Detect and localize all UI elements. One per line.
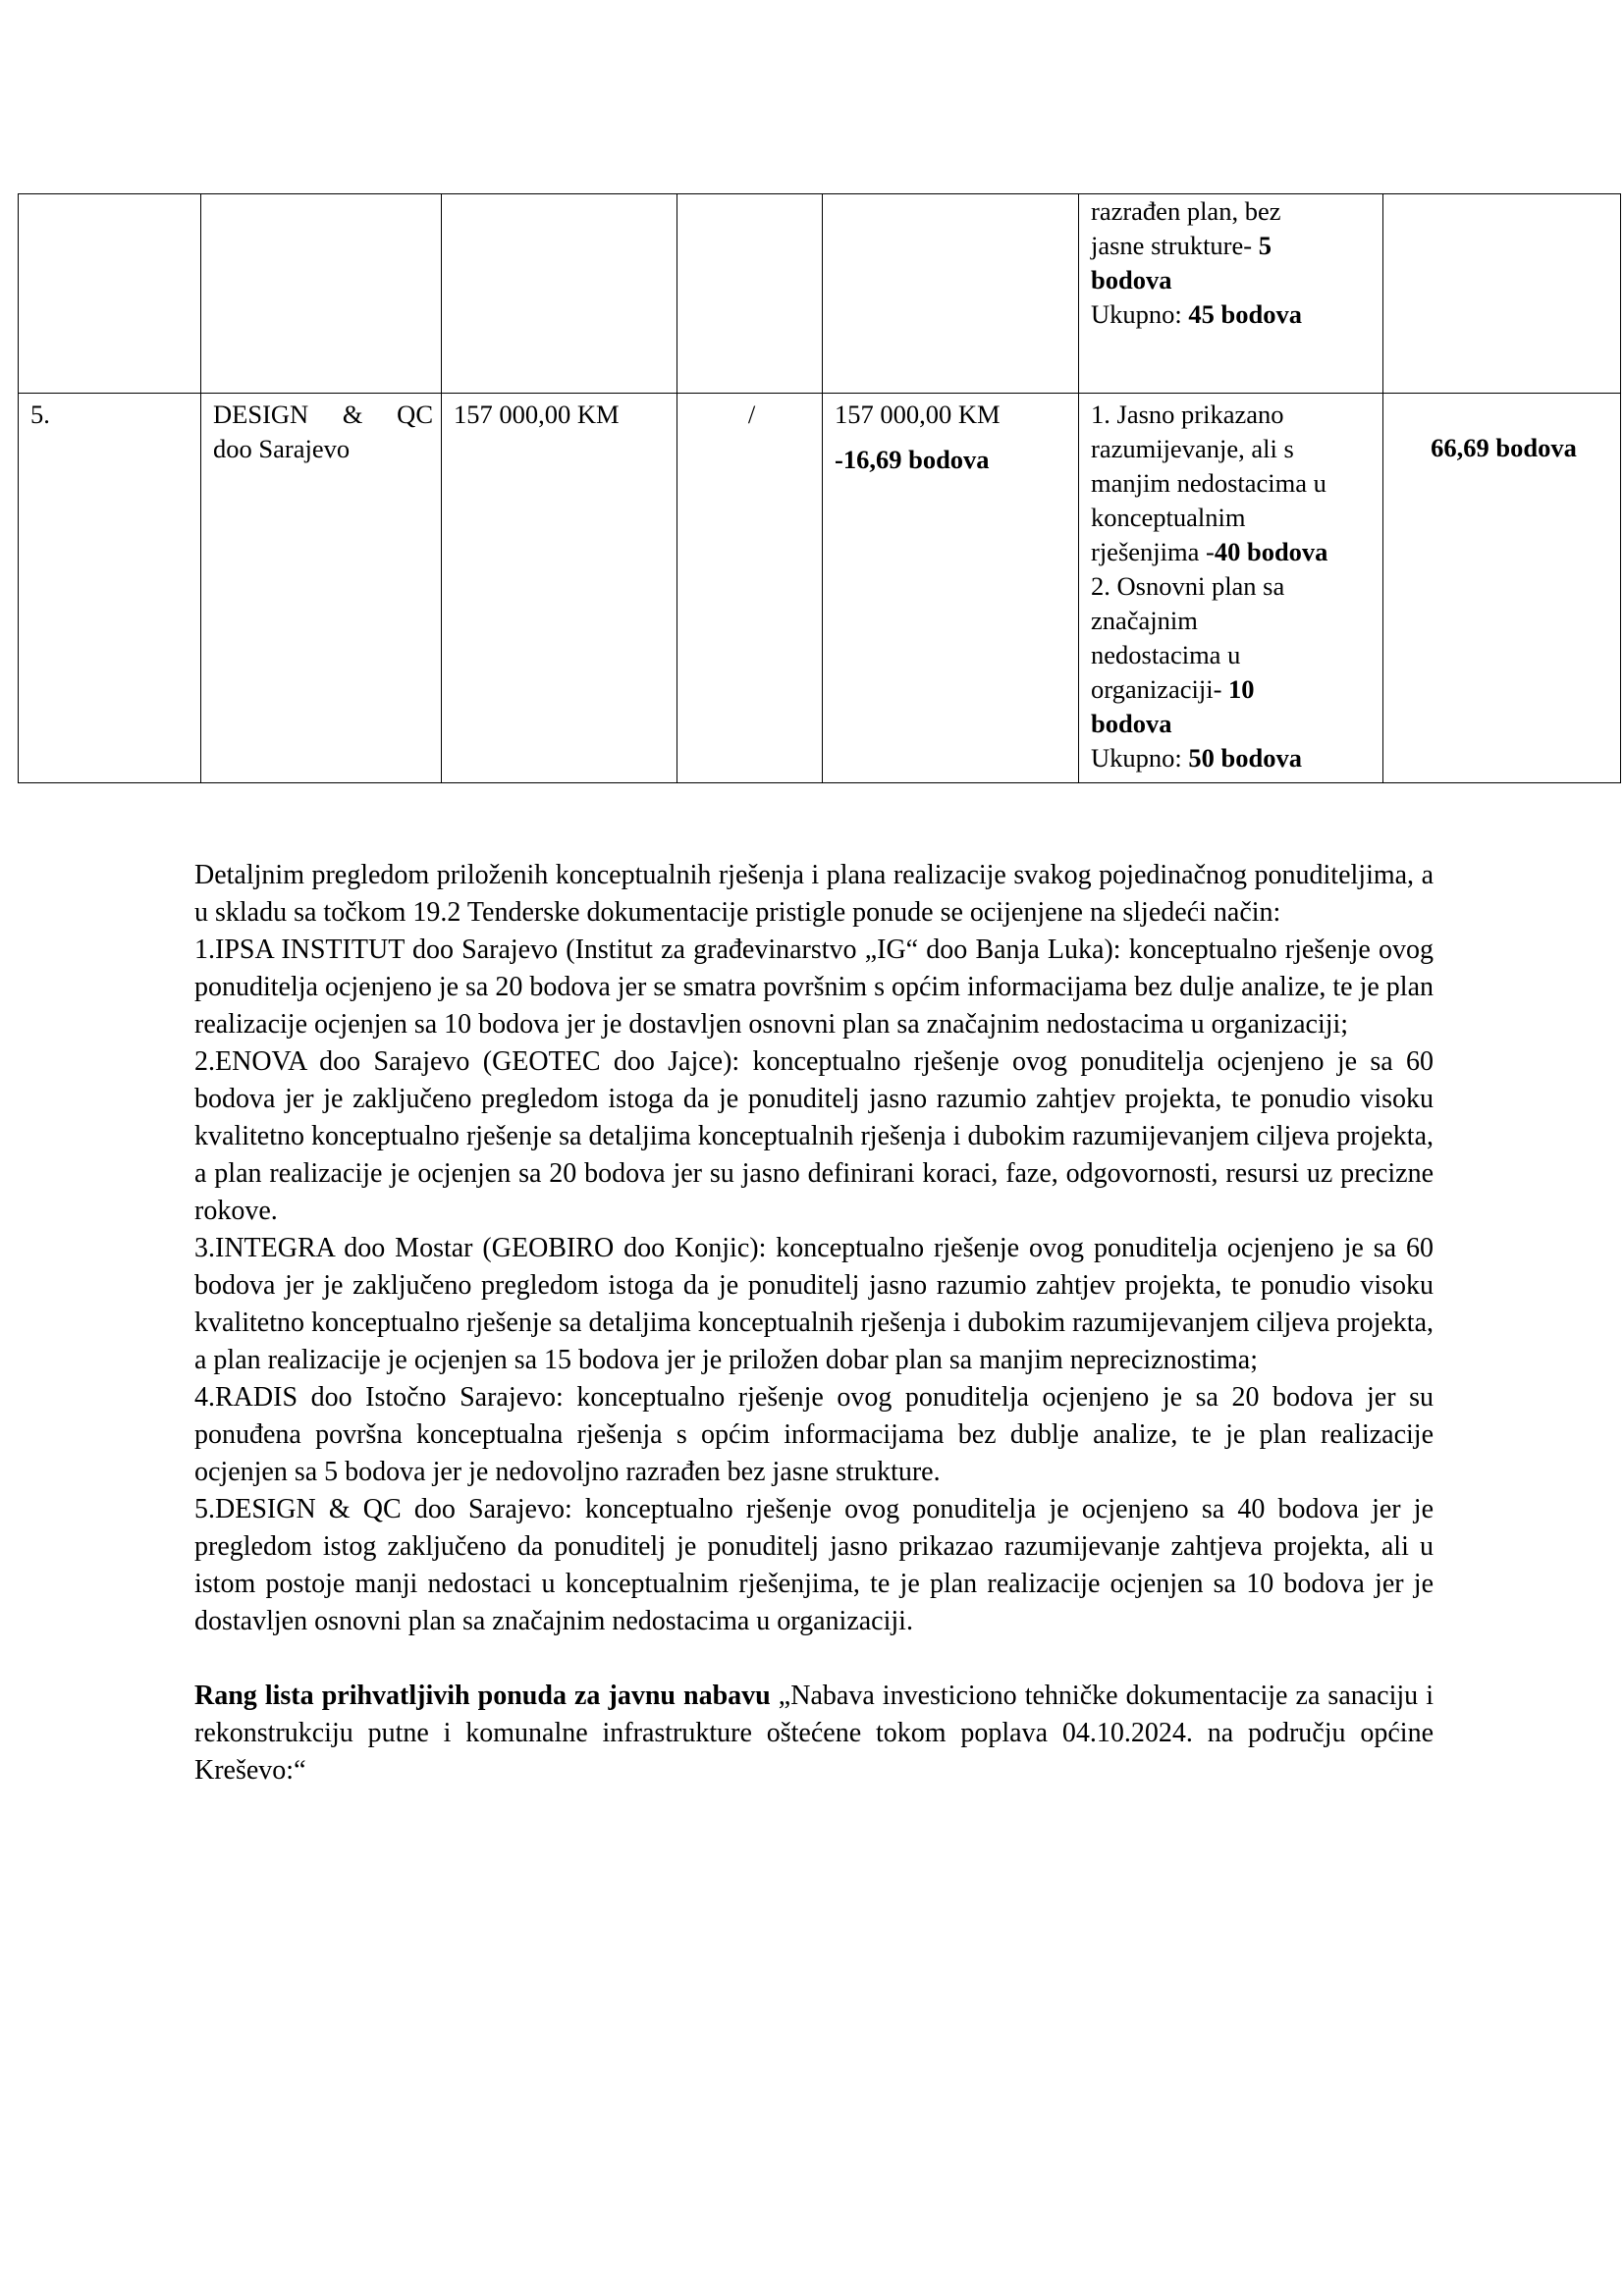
total-label: Ukupno: [1091,299,1189,329]
price-points-deduction: -16,69 bodova [835,445,990,474]
total-value: 45 bodova [1188,299,1302,329]
final-price: 157 000,00 KM [835,400,1001,429]
total-label: Ukupno: [1091,743,1189,773]
evaluation-text [194,857,1434,1789]
table-cell [677,194,823,394]
detail-line: nedostacima u [1091,640,1241,669]
final-price-cell [823,394,1079,783]
ranking-heading [194,1678,1434,1789]
points-value: 40 bodova [1214,537,1328,566]
points-value: 10 [1228,674,1255,704]
evaluation-item-3: 3.INTEGRA doo Mostar (GEOBIRO doo Konjic): konceptualno rješenje ovog ponuditelja ocjenjeno je sa 60 bodova jer je zaključeno pregledom istoga da je ponuditelj jasno razumio zahtjev projekta, te ponudio visoku kvalitetno konceptualno rješenje sa detaljima konceptualnih rješenja i dubokim razumijevanjem ciljeva projekta, a plan realizacije je ocjenjen sa 15 bodova jer je priložen dobar plan sa manjim nepreciznostima; [194,1233,1434,1375]
table-row [19,194,1621,394]
table-cell [201,194,442,394]
final-score-cell [1383,394,1621,783]
evaluation-item-4: 4.RADIS doo Istočno Sarajevo: konceptualno rješenje ovog ponuditelja ocjenjeno je sa 20 bodova jer su ponuđena površna konceptualna rješenja s općim informacijama bez dublje analize, te je plan realizacije ocjenjen sa 5 bodova jer je nedovoljno razrađen bez jasne strukture. [194,1382,1434,1487]
final-score: 66,69 bodova [1431,433,1577,462]
detail-line: 1. Jasno prikazano [1091,400,1284,429]
total-line [1091,741,1375,775]
ranking-heading-bold: Rang lista prihvatljivih ponuda za javnu nabavu [194,1681,771,1711]
evaluation-item-1: 1.IPSA INSTITUT doo Sarajevo (Institut za građevinarstvo „IG“ doo Banja Luka): konceptualno rješenje ovog ponuditelja ocjenjeno je sa 20 bodova jer se smatra površnim s općim informacijama bez dulje analize, te je plan realizacije ocjenjen sa 10 bodova jer je dostavljen osnovni plan sa značajnim nedostacima u organizaciji; [194,934,1434,1040]
table-cell [442,194,677,394]
detail-line: manjim nedostacima u [1091,468,1326,498]
evaluation-detail-cell [1079,394,1383,783]
detail-text: rješenjima - [1091,537,1215,566]
company-name-cell [201,394,442,783]
price-cell: 157 000,00 KM [442,394,677,783]
points-unit: bodova [1091,265,1172,294]
company-name: DESIGN & QC [213,400,433,429]
table-cell [1383,194,1621,394]
evaluation-table [18,193,1621,783]
total-value: 50 bodova [1188,743,1302,773]
discount-cell: / [677,394,823,783]
detail-line: razumijevanje, ali s [1091,434,1294,463]
detail-line: značajnim [1091,606,1198,635]
points-unit: bodova [1091,709,1172,738]
detail-line: 2. Osnovni plan sa [1091,571,1285,601]
row-number: 5. [19,394,201,783]
table-row [19,394,1621,783]
evaluation-item-2: 2.ENOVA doo Sarajevo (GEOTEC doo Jajce): konceptualno rješenje ovog ponuditelja ocjenjeno je sa 60 bodova jer je zaključeno pregledom istoga da je ponuditelj jasno razumio zahtjev projekta, te ponudio visoku kvalitetno konceptualno rješenje sa detaljima konceptualnih rješenja i dubokim razumijevanjem ciljeva projekta, a plan realizacije je ocjenjen sa 20 bodova jer su jasno definirani koraci, faze, odgovornosti, resursi uz precizne rokove. [194,1046,1434,1226]
detail-line [1091,672,1375,707]
detail-text: jasne strukture- [1091,231,1259,260]
intro-paragraph: Detaljnim pregledom priloženih konceptualnih rješenja i plana realizacije svakog pojedinačnog ponuditeljima, a u skladu sa točkom 19.2 Tenderske dokumentacije pristigle ponude se ocijenjene na sljedeći način: [194,860,1434,928]
ranking-heading-rest: „Nabava investiciono tehničke dokumentacije za sanaciju i rekonstrukciju putne i komunalne infrastrukture oštećene tokom poplava 04.10.2024. na području općine Kreševo:“ [194,1681,1435,1786]
points-value: 5 [1258,231,1272,260]
detail-text: organizaciji- [1091,674,1229,704]
company-location: doo Sarajevo [213,434,351,463]
table-cell [19,194,201,394]
detail-line: konceptualnim [1091,503,1246,532]
detail-line: razrađen plan, bez [1091,196,1281,226]
evaluation-detail-cell [1079,194,1383,394]
detail-line [1091,229,1375,263]
total-line [1091,297,1375,332]
evaluation-item-5: 5.DESIGN & QC doo Sarajevo: konceptualno rješenje ovog ponuditelja je ocjenjeno sa 40 bodova jer je pregledom istog zaključeno da ponuditelj je ponuditelj jasno prikazao razumijevanje zahtjeva projekta, ali u istom postoje manji nedostaci u konceptualnim rješenjima, te je plan realizacije ocjenjen sa 10 bodova jer je dostavljen osnovni plan sa značajnim nedostacima u organizaciji. [194,1494,1434,1636]
detail-line [1091,535,1375,569]
table-cell [823,194,1079,394]
